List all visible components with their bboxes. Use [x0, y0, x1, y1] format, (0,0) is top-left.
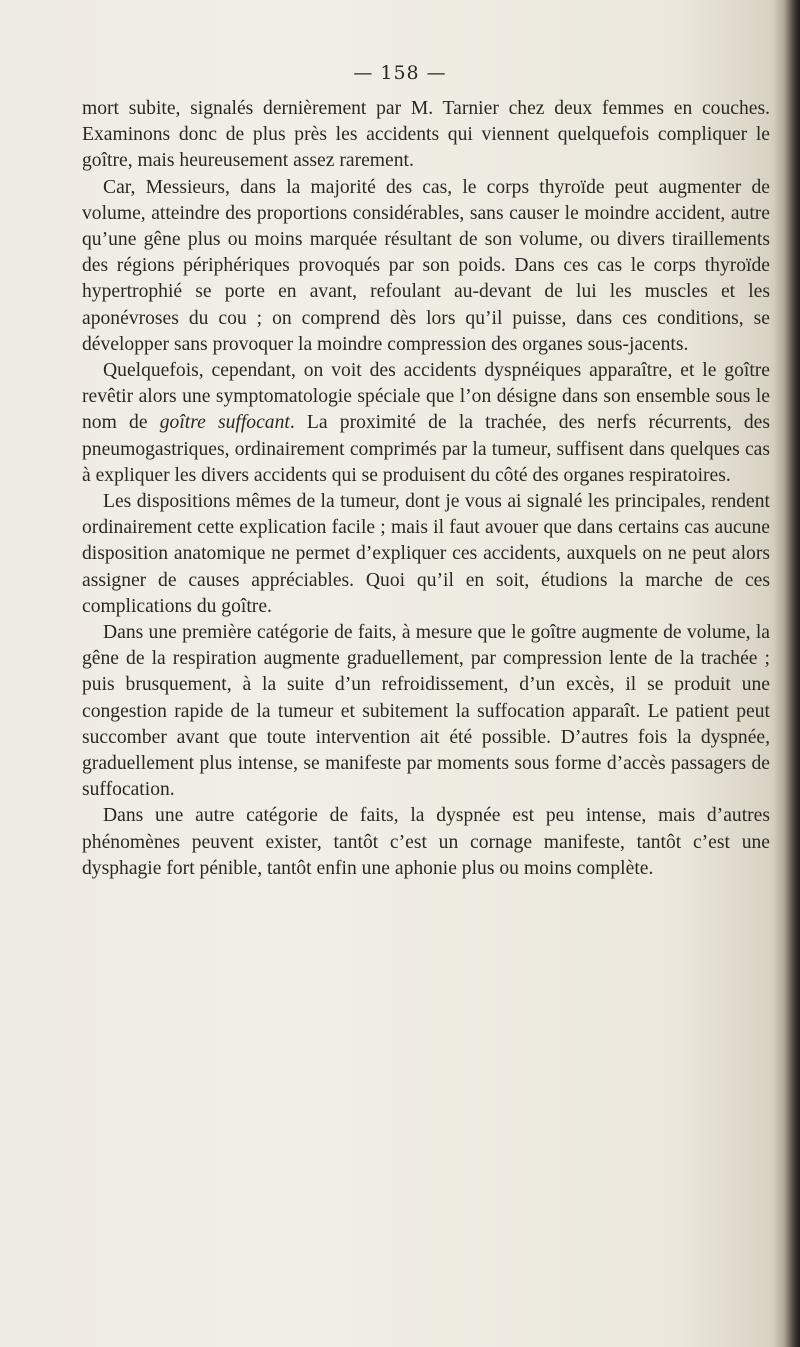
paragraph-3-end: . La proximité de la trachée, des nerfs récurrents, des pneumogastriques, ordinairement comprimés par la tumeur, suffisent dans quelques cas à expliquer les divers accidents qui se produisent du côté des organes respiratoires. — [82, 412, 770, 486]
paragraph-3 — [82, 358, 770, 489]
paragraph-1: mort subite, signalés dernièrement par M. Tarnier chez deux femmes en couches. Examinons donc de plus près les accidents qui viennent quelquefois compliquer le goître, mais heureusement assez rarement. — [82, 98, 770, 172]
paragraph-3-start: Quelquefois, cependant, on voit des accidents dyspnéiques apparaître, et le goître revêtir alors une symptomatologie spéciale que l’on désigne dans son ensemble sous le nom de — [82, 360, 770, 434]
paragraph-4: Les dispositions mêmes de la tumeur, dont je vous ai signalé les principales, rendent ordinairement cette explication facile ; mais il faut avouer que dans certains cas aucune disposition anatomique ne permet d’expliquer ces accidents, auxquels on ne peut alors assigner de causes appréciables. Quoi qu’il en soit, étudions la marche de ces complications du goître. — [82, 491, 770, 617]
paragraph-2: Car, Messieurs, dans la majorité des cas, le corps thyroïde peut augmenter de volume, atteindre des proportions considérables, sans causer le moindre accident, autre qu’une gêne plus ou moins marquée résultant de son volume, ou divers tiraillements des régions périphériques provoqués par son poids. Dans ces cas le corps thyroïde hypertrophié se porte en avant, refoulant au-devant de lui les muscles et les aponévroses du cou ; on comprend dès lors qu’il puisse, dans ces conditions, se développer sans provoquer la moindre compression des organes sous-jacents. — [82, 176, 770, 355]
body-text — [82, 96, 770, 882]
page-number: — 158 — — [353, 62, 447, 84]
italic-term: goître suffocant — [159, 412, 290, 434]
page-binding-shadow — [774, 0, 800, 1347]
paragraph-6: Dans une autre catégorie de faits, la dyspnée est peu intense, mais d’autres phénomènes peuvent exister, tantôt c’est un cornage manifeste, tantôt c’est une dysphagie fort pénible, tantôt enfin une aphonie plus ou moins complète. — [82, 805, 770, 879]
paragraph-5: Dans une première catégorie de faits, à mesure que le goître augmente de volume, la gêne de la respiration augmente graduellement, par compression lente de la trachée ; puis brusquement, à la suite d’un refroidissement, d’un excès, il se produit une congestion rapide de la tumeur et subitement la suffocation apparaît. Le patient peut succomber avant que toute intervention ait été possible. D’autres fois la dyspnée, graduellement plus intense, se manifeste par moments sous forme d’accès passagers de suffocation. — [82, 622, 770, 801]
